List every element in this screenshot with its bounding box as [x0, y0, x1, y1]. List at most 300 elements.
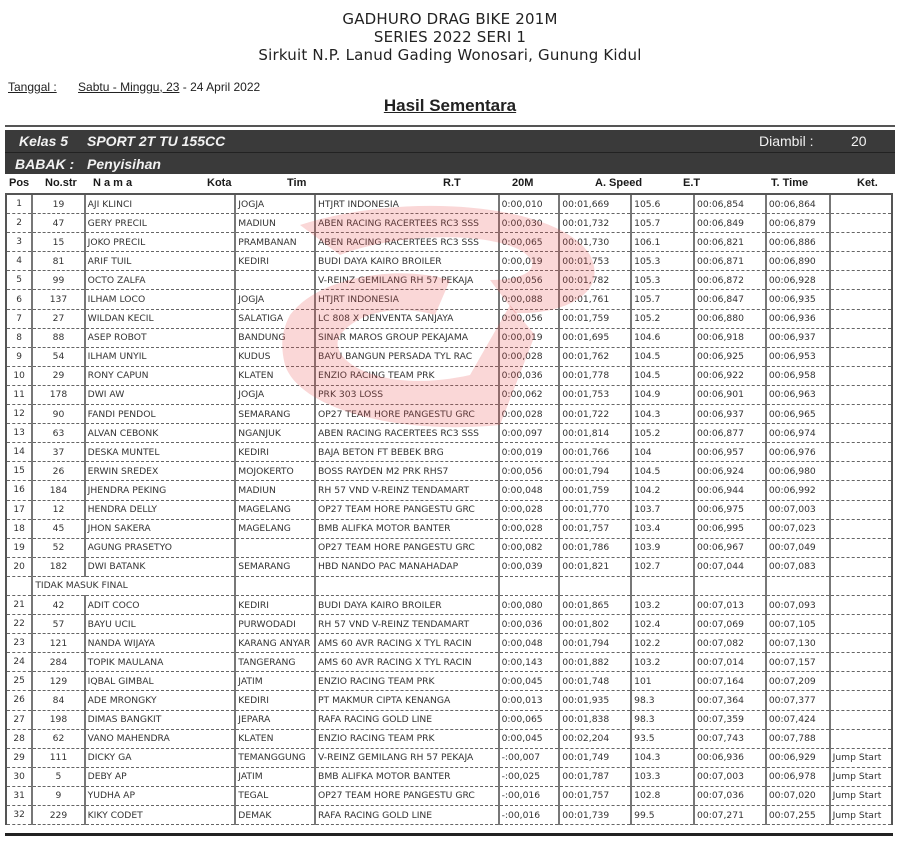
rider-name-cell: DWI BATANK — [85, 557, 236, 576]
city-cell: SEMARANG — [235, 405, 315, 424]
start-number-cell: 5 — [32, 767, 84, 786]
pos-cell: 2 — [6, 214, 32, 233]
result-row — [6, 214, 892, 233]
start-number-cell: 129 — [32, 672, 84, 691]
city-cell: SEMARANG — [235, 557, 315, 576]
pos-cell: 6 — [6, 290, 32, 309]
result-row — [6, 595, 892, 614]
rider-name-cell: OCTO ZALFA — [85, 271, 236, 290]
reaction-time-cell: 0:00,019 — [499, 443, 560, 462]
reaction-time-cell: 0:00,013 — [499, 691, 560, 710]
elapsed-time-cell: 00:07,359 — [694, 710, 766, 729]
remark-cell — [830, 500, 892, 519]
start-number-cell: 178 — [32, 385, 84, 404]
split-20m-cell: 00:01,759 — [559, 481, 631, 500]
result-row — [6, 385, 892, 404]
city-cell: PRAMBANAN — [235, 233, 315, 252]
results-subtitle: Hasil Sementara — [383, 96, 517, 115]
elapsed-time-cell: 00:06,849 — [694, 214, 766, 233]
total-time-cell: 00:06,928 — [766, 271, 830, 290]
rider-name-cell: BAYU UCIL — [85, 615, 236, 634]
remark-cell — [830, 481, 892, 500]
pos-cell: 29 — [6, 748, 32, 767]
rider-name-cell: HENDRA DELLY — [85, 500, 236, 519]
reaction-time-cell: 0:00,010 — [499, 194, 560, 214]
team-cell: LC 808 X DENVENTA SANJAYA — [315, 309, 499, 328]
team-cell: BUDI DAYA KAIRO BROILER — [315, 252, 499, 271]
split-20m-cell: 00:01,669 — [559, 194, 631, 214]
start-number-cell: 121 — [32, 634, 84, 653]
date-label: Tanggal : — [8, 80, 57, 94]
remark-cell — [830, 615, 892, 634]
rider-name-cell: FANDI PENDOL — [85, 405, 236, 424]
remark-cell — [830, 672, 892, 691]
city-cell: KEDIRI — [235, 252, 315, 271]
elapsed-time-cell: 00:06,872 — [694, 271, 766, 290]
remark-cell — [830, 366, 892, 385]
remark-cell — [830, 328, 892, 347]
rider-name-cell: RONY CAPUN — [85, 366, 236, 385]
rider-name-cell: DEBY AP — [85, 767, 236, 786]
round-value: Penyisihan — [87, 156, 161, 172]
avg-speed-cell: 103.3 — [631, 767, 694, 786]
split-20m-cell: 00:01,759 — [559, 309, 631, 328]
avg-speed-cell: 93.5 — [631, 729, 694, 748]
empty-cell — [499, 576, 560, 595]
event-series: SERIES 2022 SERI 1 — [373, 28, 527, 46]
start-number-cell: 26 — [32, 462, 84, 481]
total-time-cell: 00:06,879 — [766, 214, 830, 233]
team-cell: BAYU BANGUN PERSADA TYL RAC — [315, 347, 499, 366]
elapsed-time-cell: 00:06,967 — [694, 538, 766, 557]
city-cell: MAGELANG — [235, 500, 315, 519]
team-cell: BMB ALIFKA MOTOR BANTER — [315, 519, 499, 538]
start-number-cell: 12 — [32, 500, 84, 519]
pos-cell: 5 — [6, 271, 32, 290]
city-cell: KUDUS — [235, 347, 315, 366]
total-time-cell: 00:06,980 — [766, 462, 830, 481]
start-number-cell: 137 — [32, 290, 84, 309]
remark-cell — [830, 347, 892, 366]
reaction-time-cell: 0:00,065 — [499, 710, 560, 729]
reaction-time-cell: -:00,016 — [499, 786, 560, 805]
start-number-cell: 29 — [32, 366, 84, 385]
split-20m-cell: 00:01,782 — [559, 271, 631, 290]
total-time-cell: 00:06,886 — [766, 233, 830, 252]
pos-cell: 26 — [6, 691, 32, 710]
section-label: TIDAK MASUK FINAL — [32, 576, 235, 595]
start-number-cell: 45 — [32, 519, 84, 538]
elapsed-time-cell: 00:06,880 — [694, 309, 766, 328]
remark-cell — [830, 519, 892, 538]
pos-cell: 23 — [6, 634, 32, 653]
rider-name-cell: ASEP ROBOT — [85, 328, 236, 347]
team-cell: AMS 60 AVR RACING X TYL RACIN — [315, 634, 499, 653]
team-cell: RH 57 VND V-REINZ TENDAMART — [315, 481, 499, 500]
total-time-cell: 00:06,963 — [766, 385, 830, 404]
reaction-time-cell: 0:00,036 — [499, 366, 560, 385]
elapsed-time-cell: 00:07,044 — [694, 557, 766, 576]
city-cell: MADIUN — [235, 481, 315, 500]
pos-cell: 32 — [6, 806, 32, 825]
team-cell: AMS 60 AVR RACING X TYL RACIN — [315, 653, 499, 672]
col-pos: Pos — [9, 177, 30, 189]
elapsed-time-cell: 00:06,901 — [694, 385, 766, 404]
empty-cell — [235, 576, 315, 595]
result-row — [6, 767, 892, 786]
team-cell: RAFA RACING GOLD LINE — [315, 710, 499, 729]
pos-cell: 18 — [6, 519, 32, 538]
start-number-cell: 198 — [32, 710, 84, 729]
total-time-cell: 00:07,377 — [766, 691, 830, 710]
round-header-bar — [5, 153, 895, 174]
divider-top — [5, 125, 895, 127]
pos-cell: 28 — [6, 729, 32, 748]
rider-name-cell: ERWIN SREDEX — [85, 462, 236, 481]
start-number-cell: 88 — [32, 328, 84, 347]
total-time-cell: 00:06,958 — [766, 366, 830, 385]
team-cell: RH 57 VND V-REINZ TENDAMART — [315, 615, 499, 634]
remark-cell: Jump Start — [830, 786, 892, 805]
avg-speed-cell: 105.2 — [631, 309, 694, 328]
team-cell: ENZIO RACING TEAM PRK — [315, 672, 499, 691]
rider-name-cell: YUDHA AP — [85, 786, 236, 805]
start-number-cell: 9 — [32, 786, 84, 805]
start-number-cell: 84 — [32, 691, 84, 710]
rider-name-cell: IQBAL GIMBAL — [85, 672, 236, 691]
city-cell: BANDUNG — [235, 328, 315, 347]
date-value-start: Sabtu - Minggu, 23 — [78, 80, 180, 94]
elapsed-time-cell: 00:07,082 — [694, 634, 766, 653]
empty-cell — [631, 576, 694, 595]
pos-cell: 19 — [6, 538, 32, 557]
elapsed-time-cell: 00:06,924 — [694, 462, 766, 481]
rider-name-cell: WILDAN KECIL — [85, 309, 236, 328]
total-time-cell: 00:06,890 — [766, 252, 830, 271]
remark-cell — [830, 214, 892, 233]
col-ket: Ket. — [857, 177, 878, 189]
avg-speed-cell: 103.2 — [631, 653, 694, 672]
avg-speed-cell: 104 — [631, 443, 694, 462]
rider-name-cell: ARIF TUIL — [85, 252, 236, 271]
elapsed-time-cell: 00:06,925 — [694, 347, 766, 366]
elapsed-time-cell: 00:07,069 — [694, 615, 766, 634]
team-cell: ENZIO RACING TEAM PRK — [315, 729, 499, 748]
total-time-cell: 00:07,023 — [766, 519, 830, 538]
elapsed-time-cell: 00:06,922 — [694, 366, 766, 385]
pos-cell: 24 — [6, 653, 32, 672]
total-time-cell: 00:07,083 — [766, 557, 830, 576]
taken-label: Diambil : — [759, 133, 814, 149]
pos-cell: 17 — [6, 500, 32, 519]
remark-cell — [830, 290, 892, 309]
result-row — [6, 691, 892, 710]
empty-cell — [830, 576, 892, 595]
total-time-cell: 00:07,424 — [766, 710, 830, 729]
rider-name-cell: KIKY CODET — [85, 806, 236, 825]
reaction-time-cell: 0:00,082 — [499, 538, 560, 557]
elapsed-time-cell: 00:06,995 — [694, 519, 766, 538]
rider-name-cell: JHENDRA PEKING — [85, 481, 236, 500]
result-row — [6, 500, 892, 519]
result-row — [6, 347, 892, 366]
avg-speed-cell: 103.2 — [631, 595, 694, 614]
start-number-cell: 229 — [32, 806, 84, 825]
result-row — [6, 424, 892, 443]
remark-cell — [830, 443, 892, 462]
col-20m: 20M — [512, 177, 534, 189]
empty-cell — [559, 576, 631, 595]
pos-cell: 25 — [6, 672, 32, 691]
col-rt: R.T — [443, 177, 461, 189]
split-20m-cell: 00:01,766 — [559, 443, 631, 462]
col-tim: Tim — [287, 177, 307, 189]
avg-speed-cell: 104.5 — [631, 347, 694, 366]
team-cell: V-REINZ GEMILANG RH 57 PEKAJA — [315, 271, 499, 290]
reaction-time-cell: 0:00,097 — [499, 424, 560, 443]
empty-cell — [6, 576, 32, 595]
empty-cell — [315, 576, 499, 595]
city-cell: TEGAL — [235, 786, 315, 805]
result-row — [6, 615, 892, 634]
remark-cell — [830, 653, 892, 672]
result-row — [6, 366, 892, 385]
reaction-time-cell: 0:00,056 — [499, 271, 560, 290]
start-number-cell: 90 — [32, 405, 84, 424]
avg-speed-cell: 105.3 — [631, 252, 694, 271]
city-cell: JOGJA — [235, 385, 315, 404]
avg-speed-cell: 105.6 — [631, 194, 694, 214]
pos-cell: 11 — [6, 385, 32, 404]
remark-cell — [830, 194, 892, 214]
avg-speed-cell: 102.4 — [631, 615, 694, 634]
city-cell: MADIUN — [235, 214, 315, 233]
remark-cell — [830, 729, 892, 748]
reaction-time-cell: -:00,025 — [499, 767, 560, 786]
reaction-time-cell: 0:00,028 — [499, 519, 560, 538]
split-20m-cell: 00:01,730 — [559, 233, 631, 252]
split-20m-cell: 00:01,757 — [559, 786, 631, 805]
avg-speed-cell: 103.4 — [631, 519, 694, 538]
city-cell: KEDIRI — [235, 691, 315, 710]
rider-name-cell: AGUNG PRASETYO — [85, 538, 236, 557]
elapsed-time-cell: 00:06,854 — [694, 194, 766, 214]
pos-cell: 7 — [6, 309, 32, 328]
pos-cell: 16 — [6, 481, 32, 500]
result-row — [6, 557, 892, 576]
split-20m-cell: 00:01,761 — [559, 290, 631, 309]
team-cell: OP27 TEAM HORE PANGESTU GRC — [315, 500, 499, 519]
city-cell: NGANJUK — [235, 424, 315, 443]
total-time-cell: 00:07,157 — [766, 653, 830, 672]
city-cell: TANGERANG — [235, 653, 315, 672]
result-row — [6, 462, 892, 481]
avg-speed-cell: 104.5 — [631, 462, 694, 481]
reaction-time-cell: 0:00,065 — [499, 233, 560, 252]
team-cell: OP27 TEAM HORE PANGESTU GRC — [315, 786, 499, 805]
elapsed-time-cell: 00:07,036 — [694, 786, 766, 805]
rider-name-cell: ADE MRONGKY — [85, 691, 236, 710]
section-row-not-final — [6, 576, 892, 595]
reaction-time-cell: 0:00,045 — [499, 729, 560, 748]
split-20m-cell: 00:01,757 — [559, 519, 631, 538]
pos-cell: 3 — [6, 233, 32, 252]
split-20m-cell: 00:02,204 — [559, 729, 631, 748]
split-20m-cell: 00:01,814 — [559, 424, 631, 443]
result-row — [6, 729, 892, 748]
team-cell: RAFA RACING GOLD LINE — [315, 806, 499, 825]
rider-name-cell: DWI AW — [85, 385, 236, 404]
start-number-cell: 52 — [32, 538, 84, 557]
reaction-time-cell: 0:00,056 — [499, 462, 560, 481]
city-cell: KLATEN — [235, 729, 315, 748]
remark-cell — [830, 385, 892, 404]
team-cell: ABEN RACING RACERTEES RC3 SSS — [315, 214, 499, 233]
team-cell: BOSS RAYDEN M2 PRK RHS7 — [315, 462, 499, 481]
divider-bottom — [5, 833, 893, 836]
result-row — [6, 443, 892, 462]
team-cell: ENZIO RACING TEAM PRK — [315, 366, 499, 385]
split-20m-cell: 00:01,794 — [559, 462, 631, 481]
rider-name-cell: DESKA MUNTEL — [85, 443, 236, 462]
pos-cell: 14 — [6, 443, 32, 462]
pos-cell: 13 — [6, 424, 32, 443]
rider-name-cell: GERY PRECIL — [85, 214, 236, 233]
total-time-cell: 00:06,974 — [766, 424, 830, 443]
result-row — [6, 233, 892, 252]
elapsed-time-cell: 00:07,164 — [694, 672, 766, 691]
total-time-cell: 00:07,209 — [766, 672, 830, 691]
total-time-cell: 00:06,864 — [766, 194, 830, 214]
total-time-cell: 00:06,935 — [766, 290, 830, 309]
result-row — [6, 672, 892, 691]
city-cell: KLATEN — [235, 366, 315, 385]
reaction-time-cell: -:00,016 — [499, 806, 560, 825]
pos-cell: 4 — [6, 252, 32, 271]
result-row — [6, 481, 892, 500]
split-20m-cell: 00:01,794 — [559, 634, 631, 653]
avg-speed-cell: 105.7 — [631, 290, 694, 309]
split-20m-cell: 00:01,787 — [559, 767, 631, 786]
reaction-time-cell: 0:00,019 — [499, 252, 560, 271]
elapsed-time-cell: 00:06,957 — [694, 443, 766, 462]
team-cell: HTJRT INDONESIA — [315, 194, 499, 214]
elapsed-time-cell: 00:07,013 — [694, 595, 766, 614]
col-speed: A. Speed — [595, 177, 643, 189]
empty-cell — [766, 576, 830, 595]
start-number-cell: 111 — [32, 748, 84, 767]
elapsed-time-cell: 00:06,975 — [694, 500, 766, 519]
city-cell: MAGELANG — [235, 519, 315, 538]
col-no: No.str — [45, 177, 77, 189]
start-number-cell: 42 — [32, 595, 84, 614]
remark-cell — [830, 557, 892, 576]
city-cell: SALATIGA — [235, 309, 315, 328]
date-value-end: - 24 April 2022 — [179, 80, 261, 94]
total-time-cell: 00:07,020 — [766, 786, 830, 805]
avg-speed-cell: 102.7 — [631, 557, 694, 576]
reaction-time-cell: 0:00,019 — [499, 328, 560, 347]
team-cell: OP27 TEAM HORE PANGESTU GRC — [315, 405, 499, 424]
reaction-time-cell: 0:00,056 — [499, 309, 560, 328]
result-row — [6, 653, 892, 672]
pos-cell: 22 — [6, 615, 32, 634]
split-20m-cell: 00:01,753 — [559, 385, 631, 404]
split-20m-cell: 00:01,762 — [559, 347, 631, 366]
remark-cell — [830, 405, 892, 424]
empty-cell — [694, 576, 766, 595]
total-time-cell: 00:07,788 — [766, 729, 830, 748]
elapsed-time-cell: 00:06,871 — [694, 252, 766, 271]
avg-speed-cell: 99.5 — [631, 806, 694, 825]
class-header-bar — [5, 130, 895, 153]
split-20m-cell: 00:01,695 — [559, 328, 631, 347]
elapsed-time-cell: 00:06,821 — [694, 233, 766, 252]
result-row — [6, 748, 892, 767]
city-cell: JOGJA — [235, 194, 315, 214]
pos-cell: 31 — [6, 786, 32, 805]
result-row — [6, 405, 892, 424]
reaction-time-cell: -:00,007 — [499, 748, 560, 767]
start-number-cell: 47 — [32, 214, 84, 233]
result-row — [6, 194, 892, 214]
city-cell: JOGJA — [235, 290, 315, 309]
city-cell: MOJOKERTO — [235, 462, 315, 481]
pos-cell: 30 — [6, 767, 32, 786]
start-number-cell: 63 — [32, 424, 84, 443]
split-20m-cell: 00:01,749 — [559, 748, 631, 767]
avg-speed-cell: 104.9 — [631, 385, 694, 404]
total-time-cell: 00:07,130 — [766, 634, 830, 653]
elapsed-time-cell: 00:06,937 — [694, 405, 766, 424]
elapsed-time-cell: 00:07,014 — [694, 653, 766, 672]
event-venue: Sirkuit N.P. Lanud Gading Wonosari, Gunung Kidul — [258, 46, 642, 64]
total-time-cell: 00:06,976 — [766, 443, 830, 462]
city-cell: JATIM — [235, 672, 315, 691]
pos-cell: 9 — [6, 347, 32, 366]
col-kota: Kota — [207, 177, 232, 189]
team-cell: BUDI DAYA KAIRO BROILER — [315, 595, 499, 614]
rider-name-cell: DIMAS BANGKIT — [85, 710, 236, 729]
split-20m-cell: 00:01,821 — [559, 557, 631, 576]
start-number-cell: 27 — [32, 309, 84, 328]
team-cell: ABEN RACING RACERTEES RC3 SSS — [315, 233, 499, 252]
team-cell: SINAR MAROS GROUP PEKAJAMA — [315, 328, 499, 347]
result-row — [6, 710, 892, 729]
total-time-cell: 00:06,992 — [766, 481, 830, 500]
start-number-cell: 15 — [32, 233, 84, 252]
result-row — [6, 328, 892, 347]
remark-cell — [830, 538, 892, 557]
rider-name-cell: JOKO PRECIL — [85, 233, 236, 252]
split-20m-cell: 00:01,739 — [559, 806, 631, 825]
city-cell: JEPARA — [235, 710, 315, 729]
city-cell — [235, 538, 315, 557]
avg-speed-cell: 104.5 — [631, 366, 694, 385]
elapsed-time-cell: 00:06,877 — [694, 424, 766, 443]
avg-speed-cell: 102.8 — [631, 786, 694, 805]
total-time-cell: 00:06,937 — [766, 328, 830, 347]
avg-speed-cell: 103.9 — [631, 538, 694, 557]
city-cell: JATIM — [235, 767, 315, 786]
reaction-time-cell: 0:00,028 — [499, 405, 560, 424]
column-headers — [5, 176, 895, 192]
team-cell: HTJRT INDONESIA — [315, 290, 499, 309]
rider-name-cell: NANDA WIJAYA — [85, 634, 236, 653]
total-time-cell: 00:06,965 — [766, 405, 830, 424]
team-cell: PRK 303 LOSS — [315, 385, 499, 404]
reaction-time-cell: 0:00,080 — [499, 595, 560, 614]
